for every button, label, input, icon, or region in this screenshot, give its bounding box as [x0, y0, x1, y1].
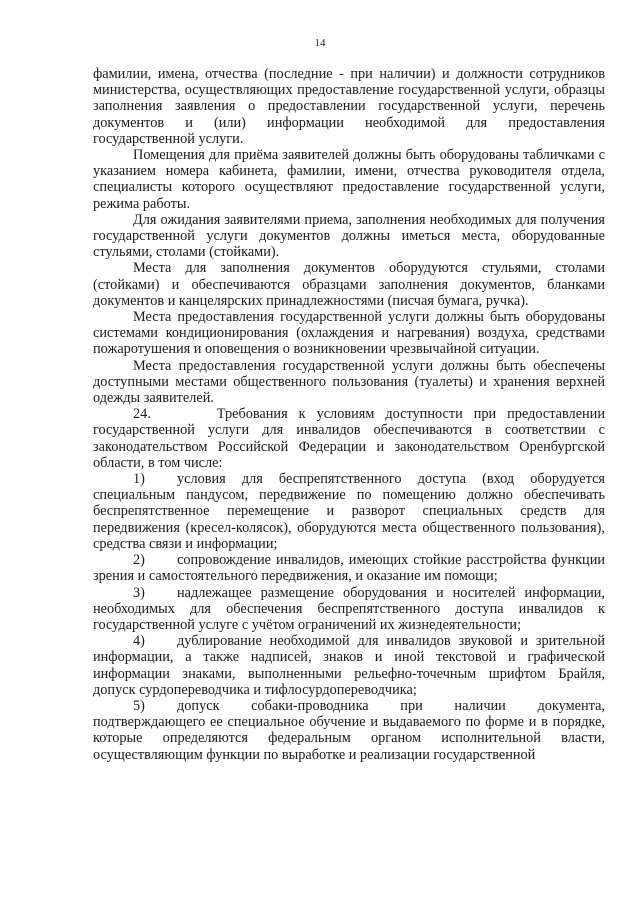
list-item: [93, 585, 605, 634]
document-body: [93, 66, 605, 763]
list-item-number: 4): [133, 633, 145, 650]
list-item: [93, 633, 605, 698]
paragraph-continuation: фамилии, имена, отчества (последние - при наличии) и должности сотрудников министерства, осуществляющих предоставление государственной услуги, образцы заполнения заявления о предоставлении государственной услуги, перечень документов и (или) информации необходимой для предоставления государственной услуги.: [93, 66, 605, 147]
paragraph-public-facilities: Места предоставления государственной услуги должны быть обеспечены доступными местами общественного пользования (туалеты) и хранения верхней одежды заявителей.: [93, 357, 605, 407]
list-item-text: условия для беспрепятственного доступа (вход оборудуется специальным пандусом, передвижение по помещению должно обеспечивать беспрепятственное перемещение и разворот специальных средств для передвижения (кресел-колясок), оборудуются места общественного пользования), средства связи и информации;: [93, 471, 605, 552]
paragraph-waiting-areas: Для ожидания заявителями приема, заполнения необходимых для получения государственной услуги документов должны иметься места, оборудованные стульями, столами (стойками).: [93, 211, 605, 261]
list-item-number: 1): [133, 471, 145, 488]
list-item-text: сопровождение инвалидов, имеющих стойкие расстройства функции зрения и самостоятельного передвижения, и оказание им помощи;: [93, 552, 605, 585]
list-item-number: 3): [133, 584, 145, 601]
list-item: [93, 698, 605, 763]
list-item: [93, 552, 605, 584]
list-item-text: надлежащее размещение оборудования и носителей информации, необходимых для обеспечения беспрепятственного доступа инвалидов к государственной услуге с учётом ограничений их жизнедеятельности;: [93, 584, 605, 633]
list-item-number: 5): [133, 697, 145, 714]
paragraph-accessibility-requirements: 24. Требования к условиям доступности при предоставлении государственной услуги для инвалидов обеспечиваются в соответствии с законодательством Российской Федерации и законодательством Оренбургской области, в том числе:: [93, 406, 605, 471]
paragraph-climate-fire-safety: Места предоставления государственной услуги должны быть оборудованы системами кондиционирования (охлаждения и нагревания) воздуха, средствами пожаротушения и оповещения о возникновении чрезвычайной ситуации.: [93, 309, 605, 358]
paragraph-premises-signage: Помещения для приёма заявителей должны быть оборудованы табличками с указанием номера кабинета, фамилии, имени, отчества руководителя отдела, специалисты которого осуществляют предоставление государственной услуги, режима работы.: [93, 147, 605, 212]
page-number: 14: [314, 37, 326, 49]
list-item-text: допуск собаки-проводника при наличии документа, подтверждающего ее специальное обучение и выдаваемого по форме и в порядке, которые определяются федеральным органом исполнительной власти, осуществляющим функции по выработке и реализации государственной: [93, 697, 605, 763]
list-item-number: 2): [133, 552, 145, 569]
list-item-text: дублирование необходимой для инвалидов звуковой и зрительной информации, а также надписей, знаков и иной текстовой и графической информации знаками, выполненными рельефно-точечным шрифтом Брайля, допуск сурдопереводчика и тифлосурдопереводчика;: [93, 633, 605, 698]
list-item: [93, 471, 605, 552]
paragraph-form-filling-areas: Места для заполнения документов оборудуются стульями, столами (стойками) и обеспечиваются образцами заполнения документов, бланками документов и канцелярских принадлежностями (писчая бумага, ручка).: [93, 260, 605, 309]
